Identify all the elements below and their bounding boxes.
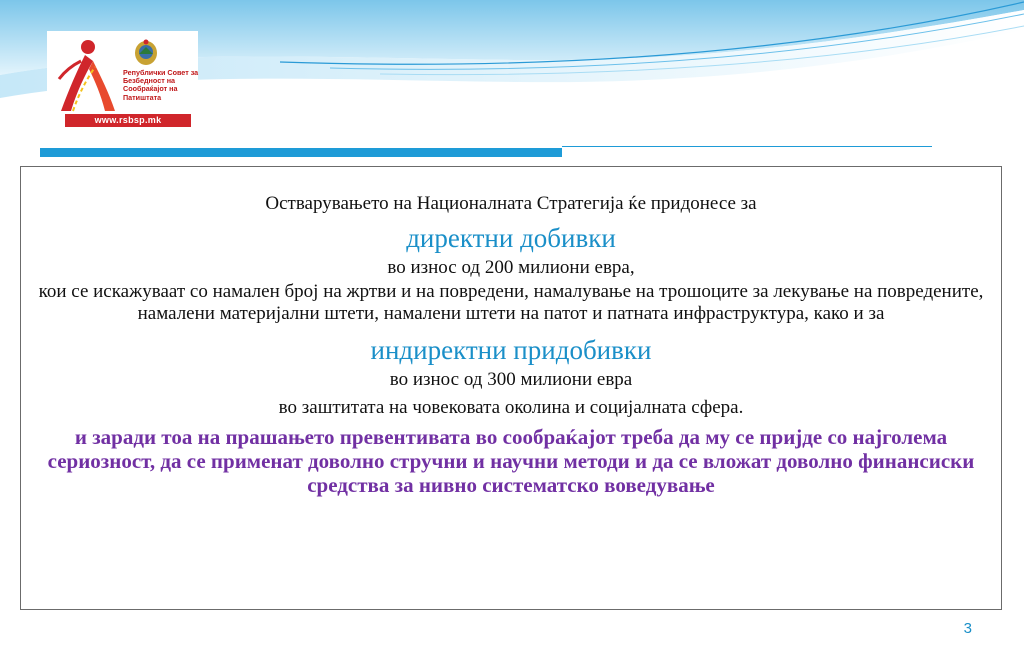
- accent-bar-thin: [562, 146, 932, 147]
- heading-direct-gains: директни добивки: [406, 223, 616, 253]
- coat-of-arms-icon: [133, 37, 159, 67]
- amount-indirect: во износ од 300 милиони евра: [389, 369, 633, 390]
- intro-text: Остварувањето на Националната Стратегија ќе придонесе за: [265, 193, 757, 214]
- page-number: 3: [963, 620, 972, 637]
- logo-org-text: Републички Совет за Безбедност на Сообраќајот на Патиштата: [123, 68, 199, 102]
- description-indirect: во заштитата на човековата околина и социјалната сфера.: [278, 397, 744, 418]
- content-box: [20, 166, 1002, 610]
- logo: [47, 31, 198, 129]
- description-direct: кои се искажуваат со намален број на жртви и на повредени, намалување на трошоците за лекување на повредените, намалени материјални штети, намалени штети на патот и патната инфраструктура, како и за: [38, 281, 984, 324]
- conclusion-text: и заради тоа на прашањето превентивата во сообраќајот треба да му се пријде со најголема сериозност, да се применат доволно стручни и научни методи и да се вложат доволно финансиски средства за нивно систематско воведување: [47, 425, 975, 497]
- amount-direct: во износ од 200 милиони евра,: [387, 257, 635, 278]
- logo-url: www.rsbsp.mk: [65, 114, 191, 127]
- heading-indirect-gains: индиректни придобивки: [370, 335, 652, 365]
- accent-bar-thick: [40, 148, 562, 157]
- slide-content: [25, 193, 997, 497]
